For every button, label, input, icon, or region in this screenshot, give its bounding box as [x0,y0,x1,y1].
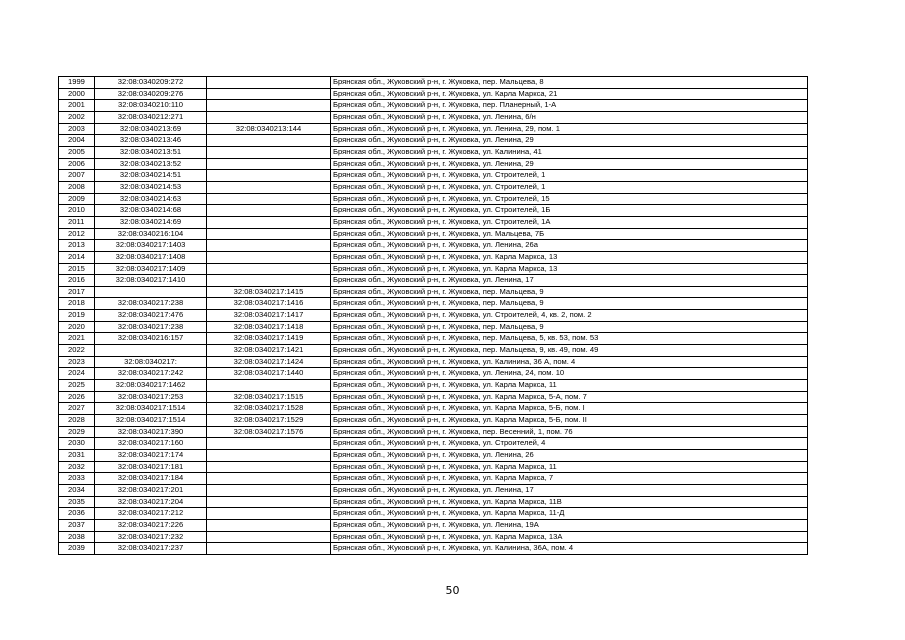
row-number-cell: 2006 [59,158,95,170]
table-row [59,298,808,310]
row-number-cell: 2012 [59,228,95,240]
secondary-cadastral-number-cell [207,146,331,158]
cadastral-number-cell: 32:08:0340214:63 [95,193,207,205]
table-row [59,473,808,485]
table-row [59,333,808,345]
row-number-cell: 1999 [59,77,95,89]
cadastral-number-cell: 32:08:0340217:390 [95,426,207,438]
cadastral-number-cell: 32:08:0340217:1410 [95,275,207,287]
row-number-cell: 2035 [59,496,95,508]
secondary-cadastral-number-cell: 32:08:0340217:1417 [207,310,331,322]
row-number-cell: 2007 [59,170,95,182]
row-number-cell: 2033 [59,473,95,485]
table-row [59,251,808,263]
secondary-cadastral-number-cell [207,450,331,462]
address-cell: Брянская обл., Жуковский р-н, г. Жуковка, ул. Ленина, 29 [331,158,808,170]
cadastral-number-cell: 32:08:0340217:1403 [95,240,207,252]
cadastral-number-cell: 32:08:0340217:226 [95,519,207,531]
row-number-cell: 2039 [59,543,95,555]
row-number-cell: 2008 [59,181,95,193]
table-row [59,403,808,415]
table-row [59,426,808,438]
address-cell: Брянская обл., Жуковский р-н, г. Жуковка, ул. Карла Маркса, 5-А, пом. 7 [331,391,808,403]
secondary-cadastral-number-cell: 32:08:0340217:1418 [207,321,331,333]
secondary-cadastral-number-cell [207,228,331,240]
address-cell: Брянская обл., Жуковский р-н, г. Жуковка, ул. Карла Маркса, 13 [331,263,808,275]
table-row [59,193,808,205]
table-row [59,356,808,368]
cadastral-number-cell: 32:08:0340217:1462 [95,380,207,392]
address-cell: Брянская обл., Жуковский р-н, г. Жуковка, ул. Строителей, 1 [331,170,808,182]
cadastral-number-cell: 32:08:0340217:253 [95,391,207,403]
cadastral-number-cell: 32:08:0340212:271 [95,111,207,123]
table-row [59,88,808,100]
secondary-cadastral-number-cell [207,205,331,217]
row-number-cell: 2034 [59,484,95,496]
row-number-cell: 2031 [59,450,95,462]
address-cell: Брянская обл., Жуковский р-н, г. Жуковка, ул. Карла Маркса, 7 [331,473,808,485]
cadastral-number-cell: 32:08:0340209:276 [95,88,207,100]
cadastral-number-cell: 32:08:0340214:68 [95,205,207,217]
cadastral-number-cell: 32:08:0340217:237 [95,543,207,555]
cadastral-number-cell: 32:08:0340217:160 [95,438,207,450]
address-cell: Брянская обл., Жуковский р-н, г. Жуковка, пер. Планерный, 1-А [331,100,808,112]
secondary-cadastral-number-cell [207,473,331,485]
table-row [59,415,808,427]
cadastral-number-cell: 32:08:0340217:238 [95,321,207,333]
row-number-cell: 2019 [59,310,95,322]
address-cell: Брянская обл., Жуковский р-н, г. Жуковка, ул. Ленина, 17 [331,275,808,287]
cadastral-number-cell [95,345,207,357]
address-cell: Брянская обл., Жуковский р-н, г. Жуковка, ул. Ленина, 19А [331,519,808,531]
secondary-cadastral-number-cell [207,508,331,520]
cadastral-number-cell: 32:08:0340217:1409 [95,263,207,275]
table-row [59,450,808,462]
row-number-cell: 2020 [59,321,95,333]
cadastral-number-cell: 32:08:0340216:157 [95,333,207,345]
secondary-cadastral-number-cell [207,181,331,193]
secondary-cadastral-number-cell [207,543,331,555]
cadastral-number-cell: 32:08:0340217:232 [95,531,207,543]
address-cell: Брянская обл., Жуковский р-н, г. Жуковка, ул. Калинина, 41 [331,146,808,158]
table-row [59,380,808,392]
secondary-cadastral-number-cell: 32:08:0340217:1576 [207,426,331,438]
secondary-cadastral-number-cell [207,496,331,508]
address-cell: Брянская обл., Жуковский р-н, г. Жуковка, ул. Строителей, 1Б [331,205,808,217]
address-cell: Брянская обл., Жуковский р-н, г. Жуковка, ул. Карла Маркса, 5-Б, пом. II [331,415,808,427]
row-number-cell: 2021 [59,333,95,345]
cadastral-number-cell: 32:08:0340217:174 [95,450,207,462]
table-row [59,508,808,520]
row-number-cell: 2016 [59,275,95,287]
row-number-cell: 2038 [59,531,95,543]
table-row [59,438,808,450]
secondary-cadastral-number-cell: 32:08:0340217:1424 [207,356,331,368]
table-row [59,543,808,555]
cadastral-number-cell: 32:08:0340217:238 [95,298,207,310]
secondary-cadastral-number-cell [207,438,331,450]
secondary-cadastral-number-cell: 32:08:0340217:1421 [207,345,331,357]
table-row [59,77,808,89]
row-number-cell: 2028 [59,415,95,427]
address-cell: Брянская обл., Жуковский р-н, г. Жуковка, ул. Строителей, 1А [331,216,808,228]
row-number-cell: 2015 [59,263,95,275]
secondary-cadastral-number-cell [207,135,331,147]
secondary-cadastral-number-cell [207,100,331,112]
cadastral-number-cell: 32:08:0340214:53 [95,181,207,193]
address-cell: Брянская обл., Жуковский р-н, г. Жуковка, пер. Мальцева, 9 [331,298,808,310]
secondary-cadastral-number-cell [207,519,331,531]
cadastral-number-cell [95,286,207,298]
cadastral-number-cell: 32:08:0340217:201 [95,484,207,496]
address-cell: Брянская обл., Жуковский р-н, г. Жуковка, ул. Карла Маркса, 11 [331,461,808,473]
cadastral-number-cell: 32:08:0340214:51 [95,170,207,182]
row-number-cell: 2013 [59,240,95,252]
secondary-cadastral-number-cell: 32:08:0340217:1528 [207,403,331,415]
secondary-cadastral-number-cell: 32:08:0340213:144 [207,123,331,135]
secondary-cadastral-number-cell [207,380,331,392]
row-number-cell: 2004 [59,135,95,147]
address-cell: Брянская обл., Жуковский р-н, г. Жуковка, ул. Строителей, 1 [331,181,808,193]
address-cell: Брянская обл., Жуковский р-н, г. Жуковка, ул. Строителей, 4 [331,438,808,450]
cadastral-number-cell: 32:08:0340213:69 [95,123,207,135]
secondary-cadastral-number-cell: 32:08:0340217:1440 [207,368,331,380]
table-row [59,123,808,135]
table-row [59,286,808,298]
secondary-cadastral-number-cell [207,461,331,473]
cadastral-number-cell: 32:08:0340217:1514 [95,415,207,427]
address-cell: Брянская обл., Жуковский р-н, г. Жуковка, ул. Ленина, 24, пом. 10 [331,368,808,380]
secondary-cadastral-number-cell [207,251,331,263]
row-number-cell: 2022 [59,345,95,357]
row-number-cell: 2027 [59,403,95,415]
secondary-cadastral-number-cell: 32:08:0340217:1416 [207,298,331,310]
table-row [59,484,808,496]
address-cell: Брянская обл., Жуковский р-н, г. Жуковка, ул. Карла Маркса, 11 [331,380,808,392]
address-cell: Брянская обл., Жуковский р-н, г. Жуковка, ул. Карла Маркса, 21 [331,88,808,100]
table-row [59,461,808,473]
table-row [59,111,808,123]
table-row [59,181,808,193]
row-number-cell: 2018 [59,298,95,310]
row-number-cell: 2025 [59,380,95,392]
cadastral-number-cell: 32:08:0340210:110 [95,100,207,112]
table-row [59,310,808,322]
row-number-cell: 2014 [59,251,95,263]
row-number-cell: 2029 [59,426,95,438]
address-cell: Брянская обл., Жуковский р-н, г. Жуковка, ул. Мальцева, 7Б [331,228,808,240]
address-cell: Брянская обл., Жуковский р-н, г. Жуковка, ул. Строителей, 15 [331,193,808,205]
cadastral-number-cell: 32:08:0340217:204 [95,496,207,508]
table-row [59,135,808,147]
cadastral-number-cell: 32:08:0340216:104 [95,228,207,240]
cadastral-number-cell: 32:08:0340213:46 [95,135,207,147]
secondary-cadastral-number-cell [207,111,331,123]
cadastral-number-cell: 32:08:0340213:52 [95,158,207,170]
table-row [59,216,808,228]
address-cell: Брянская обл., Жуковский р-н, г. Жуковка, ул. Карла Маркса, 13 [331,251,808,263]
table-row [59,205,808,217]
cadastral-number-cell: 32:08:0340209:272 [95,77,207,89]
row-number-cell: 2010 [59,205,95,217]
address-cell: Брянская обл., Жуковский р-н, г. Жуковка, ул. Строителей, 4, кв. 2, пом. 2 [331,310,808,322]
table-row [59,345,808,357]
address-cell: Брянская обл., Жуковский р-н, г. Жуковка, пер. Мальцева, 8 [331,77,808,89]
row-number-cell: 2032 [59,461,95,473]
secondary-cadastral-number-cell [207,263,331,275]
table-row [59,321,808,333]
address-cell: Брянская обл., Жуковский р-н, г. Жуковка, пер. Мальцева, 5, кв. 53, пом. 53 [331,333,808,345]
address-cell: Брянская обл., Жуковский р-н, г. Жуковка, ул. Карла Маркса, 13А [331,531,808,543]
table-row [59,519,808,531]
address-cell: Брянская обл., Жуковский р-н, г. Жуковка, ул. Ленина, 6/н [331,111,808,123]
address-cell: Брянская обл., Жуковский р-н, г. Жуковка, пер. Мальцева, 9 [331,286,808,298]
cadastral-number-cell: 32:08:0340213:51 [95,146,207,158]
secondary-cadastral-number-cell: 32:08:0340217:1515 [207,391,331,403]
cadastral-number-cell: 32:08:0340217:1408 [95,251,207,263]
table-row [59,391,808,403]
row-number-cell: 2024 [59,368,95,380]
table-row [59,496,808,508]
address-cell: Брянская обл., Жуковский р-н, г. Жуковка, ул. Карла Маркса, 5-Б, пом. I [331,403,808,415]
address-cell: Брянская обл., Жуковский р-н, г. Жуковка, ул. Ленина, 26 [331,450,808,462]
table-row [59,158,808,170]
secondary-cadastral-number-cell: 32:08:0340217:1529 [207,415,331,427]
cadastral-number-cell: 32:08:0340214:69 [95,216,207,228]
cadastral-number-cell: 32:08:0340217:184 [95,473,207,485]
address-cell: Брянская обл., Жуковский р-н, г. Жуковка, ул. Ленина, 29, пом. 1 [331,123,808,135]
address-cell: Брянская обл., Жуковский р-н, г. Жуковка, ул. Ленина, 26а [331,240,808,252]
row-number-cell: 2030 [59,438,95,450]
cadastral-number-cell: 32:08:0340217:212 [95,508,207,520]
row-number-cell: 2005 [59,146,95,158]
row-number-cell: 2036 [59,508,95,520]
row-number-cell: 2001 [59,100,95,112]
table-row [59,146,808,158]
page-number: 50 [445,584,460,597]
registry-table-body [59,77,808,555]
table-row [59,240,808,252]
secondary-cadastral-number-cell [207,216,331,228]
address-cell: Брянская обл., Жуковский р-н, г. Жуковка, ул. Ленина, 17 [331,484,808,496]
address-cell: Брянская обл., Жуковский р-н, г. Жуковка, пер. Мальцева, 9 [331,321,808,333]
row-number-cell: 2037 [59,519,95,531]
address-cell: Брянская обл., Жуковский р-н, г. Жуковка, ул. Карла Маркса, 11В [331,496,808,508]
row-number-cell: 2000 [59,88,95,100]
row-number-cell: 2011 [59,216,95,228]
address-cell: Брянская обл., Жуковский р-н, г. Жуковка, ул. Калинина, 36 А, пом. 4 [331,356,808,368]
secondary-cadastral-number-cell [207,88,331,100]
cadastral-number-cell: 32:08:0340217: [95,356,207,368]
table-row [59,275,808,287]
secondary-cadastral-number-cell [207,240,331,252]
secondary-cadastral-number-cell [207,275,331,287]
table-row [59,531,808,543]
table-row [59,263,808,275]
row-number-cell: 2026 [59,391,95,403]
table-row [59,100,808,112]
address-cell: Брянская обл., Жуковский р-н, г. Жуковка, пер. Весенний, 1, пом. 76 [331,426,808,438]
secondary-cadastral-number-cell [207,193,331,205]
address-cell: Брянская обл., Жуковский р-н, г. Жуковка, ул. Калинина, 36А, пом. 4 [331,543,808,555]
row-number-cell: 2009 [59,193,95,205]
registry-table [58,76,808,555]
secondary-cadastral-number-cell [207,531,331,543]
cadastral-number-cell: 32:08:0340217:476 [95,310,207,322]
row-number-cell: 2003 [59,123,95,135]
secondary-cadastral-number-cell [207,484,331,496]
address-cell: Брянская обл., Жуковский р-н, г. Жуковка, пер. Мальцева, 9, кв. 49, пом. 49 [331,345,808,357]
secondary-cadastral-number-cell [207,158,331,170]
row-number-cell: 2017 [59,286,95,298]
table-row [59,170,808,182]
secondary-cadastral-number-cell [207,170,331,182]
row-number-cell: 2023 [59,356,95,368]
cadastral-number-cell: 32:08:0340217:181 [95,461,207,473]
cadastral-number-cell: 32:08:0340217:242 [95,368,207,380]
secondary-cadastral-number-cell: 32:08:0340217:1415 [207,286,331,298]
cadastral-number-cell: 32:08:0340217:1514 [95,403,207,415]
row-number-cell: 2002 [59,111,95,123]
address-cell: Брянская обл., Жуковский р-н, г. Жуковка, ул. Ленина, 29 [331,135,808,147]
secondary-cadastral-number-cell: 32:08:0340217:1419 [207,333,331,345]
table-row [59,368,808,380]
secondary-cadastral-number-cell [207,77,331,89]
address-cell: Брянская обл., Жуковский р-н, г. Жуковка, ул. Карла Маркса, 11-Д [331,508,808,520]
table-row [59,228,808,240]
